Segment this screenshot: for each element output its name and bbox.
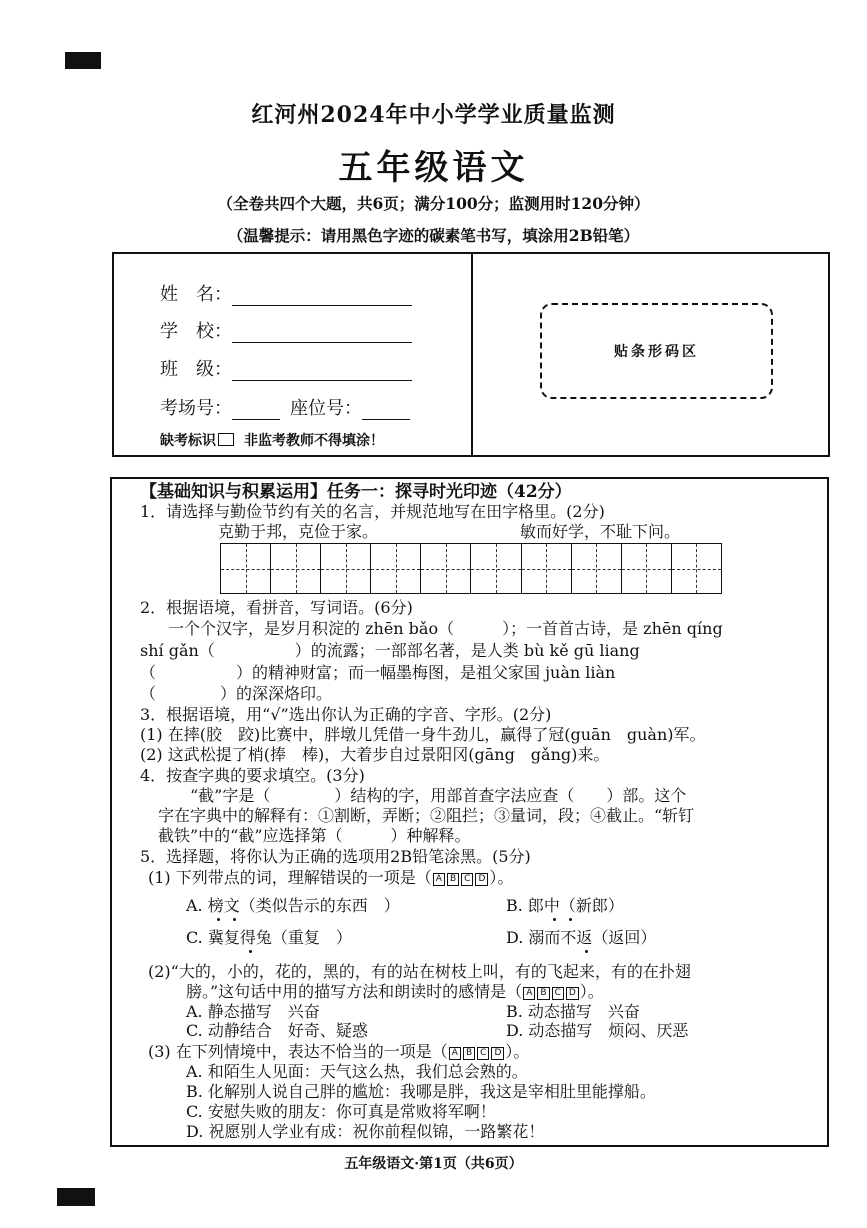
q4-text: 4．按查字典的要求填空。(3分) [140,766,365,785]
name-row [160,280,412,306]
grid-cell[interactable] [371,544,421,593]
section-heading: 【基础知识与积累运用】任务一：探寻时光印迹（42分） [140,482,572,502]
q5-1-option-d: D. 溺而不返（返回） [506,928,657,947]
barcode-area [540,303,773,399]
q2-line3: （ ）的精神财富；而一幅墨梅图，是祖父家国 juàn liàn [140,663,616,682]
choice-c[interactable]: C [477,1047,489,1060]
q5-3-option-c: C. 安慰失败的朋友：你可真是常败将军啊！ [186,1102,496,1121]
emphasis-dot [233,918,236,921]
q3-text: 3．根据语境，用“√”选出你认为正确的字音、字形。(2分) [140,705,552,724]
room-seat-row [160,394,410,420]
choice-d[interactable]: D [566,987,579,1000]
q5-2-option-b: B. 动态描写 兴奋 [506,1002,640,1021]
choice-a[interactable]: A [433,873,445,886]
q5-3-option-b: B. 化解别人说自己胖的尴尬：我哪是胖，我这是宰相肚里能撑船。 [186,1082,656,1101]
q2-line1: 一个个汉字，是岁月积淀的 zhēn bǎo（ ）；一首首古诗，是 zhēn qíng [168,619,723,638]
choice-c[interactable]: C [552,987,564,1000]
info-box-divider [471,254,473,455]
class-label: 班 级： [160,359,232,380]
q5-3-text: (3) 在下列情境中，表达不恰当的一项是 [148,1042,432,1061]
emphasis-dot [217,918,220,921]
grid-cell[interactable] [471,544,521,593]
exam-room-field[interactable] [232,399,280,420]
barcode-label: 贴条形码区 [614,344,699,360]
exam-room-label: 考场号： [160,398,232,419]
grid-cell[interactable] [622,544,672,593]
q5-1-option-b: B. 郎中（新郎） [506,896,624,915]
choice-d[interactable]: D [475,873,488,886]
choice-c[interactable]: C [461,873,473,886]
absent-label: 缺考标识 [160,433,216,449]
q5-2-line2: 膀。”这句话中用的描写方法和朗读时的感情是 [186,982,507,1001]
emphasis-dot [569,918,572,921]
q5-2-row: 膀。”这句话中用的描写方法和朗读时的感情是（ A B C D ）。 [186,982,604,1001]
q5-1-text: (1) 下列带点的词，理解错误的一项是 [148,868,416,887]
name-field[interactable] [232,285,412,306]
emphasis-dot [249,950,252,953]
absent-row [160,430,384,450]
q5-2-option-c: C. 动静结合 好奇、疑惑 [186,1021,368,1040]
q3-line2: (2) 这武松提了梢(捧 棒)，大着步自过景阳冈(gāng gǎng)来。 [140,745,610,764]
q3-line1: (1) 在摔(胶 跤)比赛中，胖墩儿凭借一身牛劲儿，赢得了冠(guān guàn)军。 [140,725,706,744]
choice-b[interactable]: B [447,873,459,886]
q1-text: 1．请选择与勤俭节约有关的名言，并规范地写在田字格里。(2分) [140,502,605,521]
page-footer: 五年级语文·第1页（共6页） [344,1156,523,1172]
grid-cell[interactable] [572,544,622,593]
grid-cell[interactable] [522,544,572,593]
q5-text: 5．选择题，将你认为正确的选项用2B铅笔涂黑。(5分) [140,847,531,866]
school-field[interactable] [232,322,412,343]
seat-label: 座位号： [290,398,362,419]
tianzige-grid[interactable] [220,543,722,594]
grid-cell[interactable] [672,544,721,593]
seat-field[interactable] [362,399,410,420]
q5-3-row: (3) 在下列情境中，表达不恰当的一项是（ A B C D ）。 [148,1042,530,1061]
q5-1-option-a: A. 榜文（类似告示的东西 ） [186,896,400,915]
choice-a[interactable]: A [523,987,535,1000]
grid-cell[interactable] [271,544,321,593]
grid-cell[interactable] [321,544,371,593]
registration-mark-bottom [57,1188,95,1206]
school-row [160,317,412,343]
choice-a[interactable]: A [449,1047,461,1060]
exam-title: 红河州2024年中小学学业质量监测 [251,102,616,128]
emphasis-dot [553,918,556,921]
class-row [160,355,412,381]
absent-checkbox[interactable] [218,433,234,446]
q5-1-option-c: C. 冀复得兔（重复 ） [186,928,352,947]
q1-option-a: 克勤于邦，克俭于家。 [218,522,379,541]
q4-line3: 截铁”中的“截”应选择第（ ）种解释。 [158,826,471,845]
choice-b[interactable]: B [537,987,549,1000]
q4-line2: 字在字典中的解释有：①割断，弄断；②阻拦；③量词，段；④截止。“斩钉 [158,806,695,825]
q5-3-option-a: A. 和陌生人见面：天气这么热，我们总会熟的。 [186,1062,528,1081]
registration-mark-top [65,52,101,69]
q5-2-option-a: A. 静态描写 兴奋 [186,1002,320,1021]
q1-option-b: 敏而好学，不耻下问。 [520,522,681,541]
reminder-note: （温馨提示：请用黑色字迹的碳素笔书写，填涂用2B铅笔） [227,226,640,245]
choice-d[interactable]: D [491,1047,504,1060]
choice-b[interactable]: B [463,1047,475,1060]
emphasis-dot [585,950,588,953]
q5-2-line1: (2)“大的，小的，花的，黑的，有的站在树枝上叫，有的飞起来，有的在扑翅 [148,962,691,981]
class-field[interactable] [232,360,412,381]
q2-line4: （ ）的深深烙印。 [140,684,333,703]
exam-info-note: （全卷共四个大题，共6页；满分100分；监测用时120分钟） [217,194,650,213]
grid-cell[interactable] [421,544,471,593]
q5-1-row: (1) 下列带点的词，理解错误的一项是（ A B C D ）。 [148,868,514,887]
q5-3-option-d: D. 祝愿别人学业有成：祝你前程似锦，一路繁花！ [186,1122,545,1141]
q2-text: 2．根据语境，看拼音，写词语。(6分) [140,598,413,617]
subject-title: 五年级语文 [338,148,529,188]
school-label: 学 校： [160,321,232,342]
name-label: 姓 名： [160,284,232,305]
q2-line2: shí gǎn（ ）的流露；一部部名著，是人类 bù kě gū liang [140,641,640,660]
grid-cell[interactable] [221,544,271,593]
absent-note: 非监考教师不得填涂！ [244,433,384,449]
q5-2-option-d: D. 动态描写 烦闷、厌恶 [506,1021,689,1040]
q4-line1: “截”字是（ ）结构的字，用部首查字法应查（ ）部。这个 [190,786,687,805]
